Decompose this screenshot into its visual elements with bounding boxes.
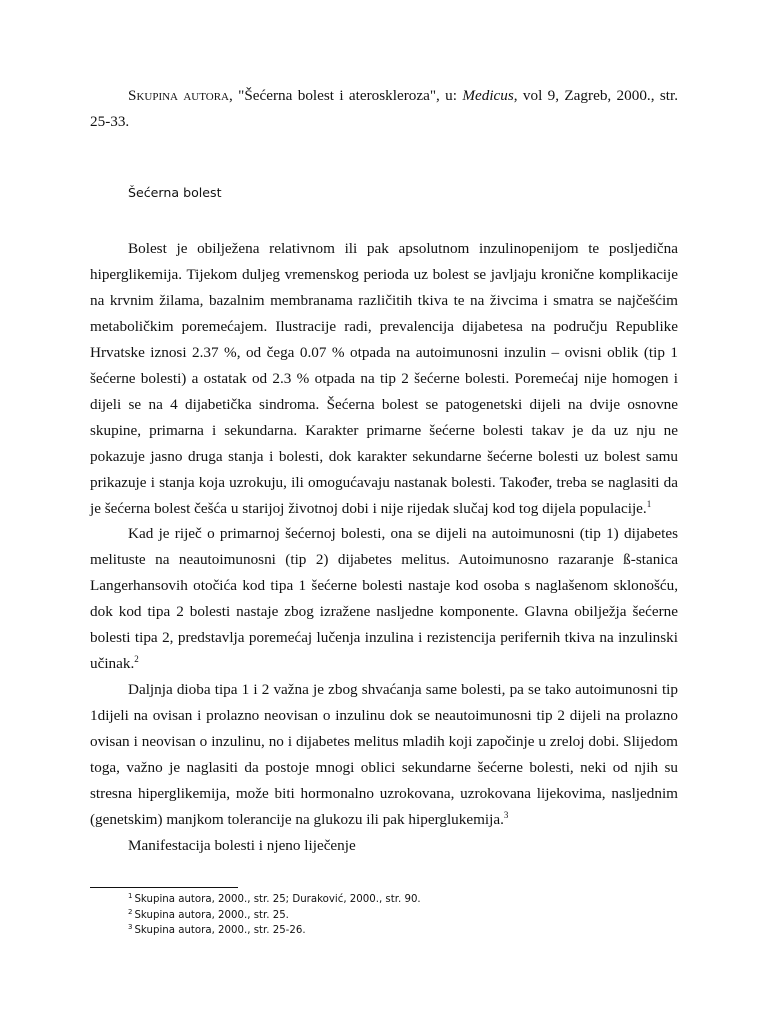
footnotes-list [128,892,421,939]
paragraph [90,521,678,677]
footnote-number: 1 [128,892,133,900]
footnote-ref[interactable]: 3 [503,809,509,820]
paragraph-text: Daljnja dioba tipa 1 i 2 važna je zbog shvaćanja same bolesti, pa se tako autoimunosni tip 1dijeli na ovisan i prolazno neovisan o inzulinu dok se neautoimunosni tip 2 dijeli na prolazno ovisan i neovisan o inzulinu, no i dijabetes melitus mladih koji započinje u zreloj dobi. Slijedom toga, važno je naglasiti da postoje mnogi oblici sekundarne šećerne bolesti, neki od njih su stresna hiperglikemija, može biti hormonalno uzrokovana, uzrokovana lijekovima, nasljednim (genetskim) manjkom tolerancije na glukozu ili pak hiperglukemija. [90,681,678,828]
footnote-text: Skupina autora, 2000., str. 25-26. [134,925,306,936]
footnote-ref[interactable]: 1 [646,498,652,509]
paragraph-text: Kad je riječ o primarnoj šećernoj bolesti, ona se dijeli na autoimunosni (tip 1) dijabetes melituste na neautoimunosni (tip 2) dijabetes melitus. Autoimunosno razaranje ß-stanica Langerhansovih otočića kod tipa 1 šećerne bolesti nastaje kod osoba s naglašenom sklonošću, dok kod tipa 2 bolesti nastaje zbog izražene nasljedne komponente. Glavna obilježja šećerne bolesti tipa 2, predstavlja poremećaj lučenja inzulina i rezistencija perifernih tkiva na inzulinski učinak. [90,525,678,673]
paragraph-text: Manifestacija bolesti i njeno liječenje [128,836,356,854]
paragraph-subheading [90,833,678,859]
paragraph [90,677,678,833]
footnote-number: 3 [128,923,133,931]
reference-authors: Skupina autora [128,87,229,104]
footnote-item [128,923,421,939]
footnote-item [128,908,421,924]
reference-details: , vol 9, Zagreb, 2000., str. 25-33. [90,87,678,130]
footnote-ref[interactable]: 2 [134,654,139,665]
footnote-text: Skupina autora, 2000., str. 25. [134,909,289,921]
footnote-separator [90,887,238,888]
paragraph-text: Bolest je obilježena relativnom ili pak apsolutnom inzulinopenijom te posljedična hiperglikemija. Tijekom duljeg vremenskog perioda uz bolest se javljaju kronične komplikacije na krvnim žilama, bazalnim membranama različitih tkiva te na živcima i smatra se najčešćim metaboličkim poremećajem. Ilustracije radi, prevalencija dijabetesa na području Republike Hrvatske iznosi 2.37 %, od čega 0.07 % otpada na autoimunosni inzulin – ovisni oblik (tip 1 šećerne bolesti) a ostatak od 2.3 % otpada na tip 2 šećerne bolesti. Poremećaj nije homogen i dijeli se na 4 dijabetička sindroma. Šećerna bolest se patogenetski dijeli na dvije osnovne skupine, primarna i sekundarna. Karakter primarne šećerne bolesti takav je da uz nju ne pokazuje jasno druga stanja i bolesti, dok karakter sekundarne šećerne bolesti uz bolest samu prikazuje i stanja koja uzrokuju, ili omogućavaju nastanak bolesti. Također, treba se naglasiti da je šećerna bolest češća u starijoj životnoj dobi i nije rijedak slučaj kod tog dijela populacije. [90,240,678,517]
bibliographic-reference [90,83,678,134]
footnote-number: 2 [128,907,133,916]
footnote-item [128,892,421,908]
reference-journal: Medicus [462,87,514,104]
section-heading: Šećerna bolest [128,185,222,200]
paragraph [90,236,678,521]
footnote-text: Skupina autora, 2000., str. 25; Duraković, 2000., str. 90. [134,894,421,905]
body-text [90,236,678,859]
reference-title: , "Šećerna bolest i ateroskleroza", u: [228,87,463,104]
